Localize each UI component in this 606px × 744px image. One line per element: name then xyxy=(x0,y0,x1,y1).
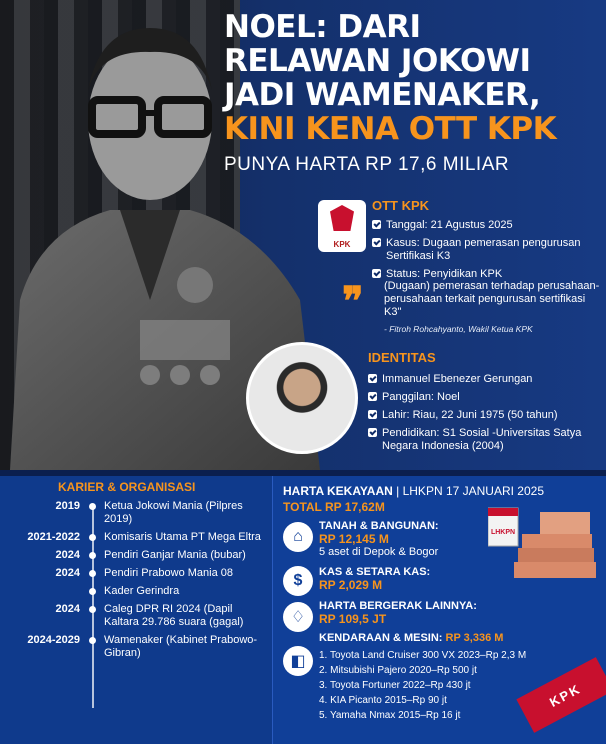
kpk-logo-text: KPK xyxy=(333,240,351,249)
headline-line-1: NOEL: DARI xyxy=(224,9,421,45)
asset-tanah-value: RP 12,145 M xyxy=(319,532,389,546)
career-section xyxy=(14,480,264,665)
kpk-logo xyxy=(318,200,366,252)
ident-education: Pendidikan: S1 Sosial -Universitas Satya Negara Indonesia (2004) xyxy=(368,427,604,453)
asset-bergerak-label: HARTA BERGERAK LAINNYA: xyxy=(319,600,477,612)
small-portrait xyxy=(246,342,358,454)
timeline-year: 2024 xyxy=(55,603,80,615)
vehicle-item: 5. Yamaha Nmax 2015–Rp 16 jt xyxy=(319,710,461,721)
timeline-text: Wamenaker (Kabinet Prabowo-Gibran) xyxy=(104,634,258,659)
asset-bergerak-value: RP 109,5 JT xyxy=(319,612,387,626)
timeline-row xyxy=(14,531,264,544)
timeline-year: 2024 xyxy=(55,567,80,579)
timeline-text: Komisaris Utama PT Mega Eltra xyxy=(104,531,261,543)
quote-icon: ❞ xyxy=(342,278,364,325)
timeline-text: Caleg DPR RI 2024 (Dapil Kaltara 29.786 suara (gagal) xyxy=(104,603,244,628)
quote-by-role: Wakil Ketua KPK xyxy=(465,324,533,334)
headline-line-2: RELAWAN JOKOWI xyxy=(224,43,531,79)
timeline-row xyxy=(14,500,264,526)
lhkpn-tag: LHKPN xyxy=(490,529,516,536)
headline-line-3: JADI WAMENAKER, xyxy=(224,77,541,113)
asset-kas-label: KAS & SETARA KAS: xyxy=(319,566,431,578)
timeline-year: 2024-2029 xyxy=(27,634,80,646)
timeline-row xyxy=(14,549,264,562)
ident-nickname: Panggilan: Noel xyxy=(368,391,604,404)
quote-by-name: - Fitroh Rohcahyanto, xyxy=(384,324,466,334)
timeline-year: 2019 xyxy=(55,500,80,512)
quote-attribution xyxy=(384,323,602,336)
ott-quote xyxy=(384,280,602,336)
ott-item-status: Status: Penyidikan KPK xyxy=(372,268,604,281)
identitas-section xyxy=(368,350,604,458)
harta-total: TOTAL RP 17,62M xyxy=(283,500,385,514)
car-icon: ◧ xyxy=(283,646,313,676)
timeline-dot xyxy=(88,567,98,580)
timeline-text: Pendiri Prabowo Mania 08 xyxy=(104,567,234,579)
headline-subtitle: PUNYA HARTA RP 17,6 MILIAR xyxy=(224,154,510,175)
ott-title: OTT KPK xyxy=(372,198,430,213)
cash-icon: $ xyxy=(283,566,313,596)
ott-section xyxy=(372,198,604,286)
ident-birth: Lahir: Riau, 22 Juni 1975 (50 tahun) xyxy=(368,409,604,422)
asset-tanah-note: 5 aset di Depok & Bogor xyxy=(319,546,439,558)
asset-kendaraan-label: KENDARAAN & MESIN: RP 3,336 M xyxy=(319,632,504,644)
timeline-row xyxy=(14,634,264,660)
timeline-dot xyxy=(88,500,98,526)
timeline-row xyxy=(14,567,264,580)
ott-item-date: Tanggal: 21 Agustus 2025 xyxy=(372,219,604,232)
kpk-tape: KPK xyxy=(516,657,606,733)
career-title: KARIER & ORGANISASI xyxy=(58,480,196,494)
vehicle-item: 4. KIA Picanto 2015–Rp 90 jt xyxy=(319,695,447,706)
headline-line-4: KINI KENA OTT KPK xyxy=(224,111,557,147)
shopping-icon: ♢ xyxy=(283,602,313,632)
timeline-dot xyxy=(88,549,98,562)
vehicle-item: 3. Toyota Fortuner 2022–Rp 430 jt xyxy=(319,680,471,691)
timeline-dot xyxy=(88,531,98,544)
timeline-dot xyxy=(88,603,98,629)
timeline-row xyxy=(14,585,264,598)
quote-text: (Dugaan) pemerasan terhadap perusahaan-perusahaan terkait pengurusan sertifikasi K3" xyxy=(384,280,600,318)
timeline-dot xyxy=(88,634,98,660)
timeline-text: Kader Gerindra xyxy=(104,585,180,597)
timeline-year: 2021-2022 xyxy=(27,531,80,543)
timeline-year: 2024 xyxy=(55,549,80,561)
harta-source: LHKPN 17 JANUARI 2025 xyxy=(402,484,544,498)
career-timeline xyxy=(14,500,264,660)
vehicle-item: 1. Toyota Land Cruiser 300 VX 2023–Rp 2,3 M xyxy=(319,650,527,661)
harta-title: HARTA KEKAYAAN | LHKPN 17 JANUARI 2025 xyxy=(283,484,544,498)
timeline-text: Pendiri Ganjar Mania (bubar) xyxy=(104,549,246,561)
asset-kas-value: RP 2,029 M xyxy=(319,578,383,592)
headline-block xyxy=(224,10,599,176)
harta-title-text: HARTA KEKAYAAN xyxy=(283,484,393,498)
house-icon: ⌂ xyxy=(283,522,313,552)
ident-name: Immanuel Ebenezer Gerungan xyxy=(368,373,604,386)
timeline-text: Ketua Jokowi Mania (Pilpres 2019) xyxy=(104,500,243,525)
asset-tanah-label: TANAH & BANGUNAN: xyxy=(319,520,439,532)
timeline-row xyxy=(14,603,264,629)
garuda-icon xyxy=(330,205,354,231)
timeline-dot xyxy=(88,585,98,598)
money-stack-illustration xyxy=(488,504,598,584)
identitas-title: IDENTITAS xyxy=(368,350,436,365)
ott-item-case: Kasus: Dugaan pemerasan pengurusan Sertifikasi K3 xyxy=(372,237,604,263)
timeline-year xyxy=(14,585,88,598)
vehicle-item: 2. Mitsubishi Pajero 2020–Rp 500 jt xyxy=(319,665,477,676)
